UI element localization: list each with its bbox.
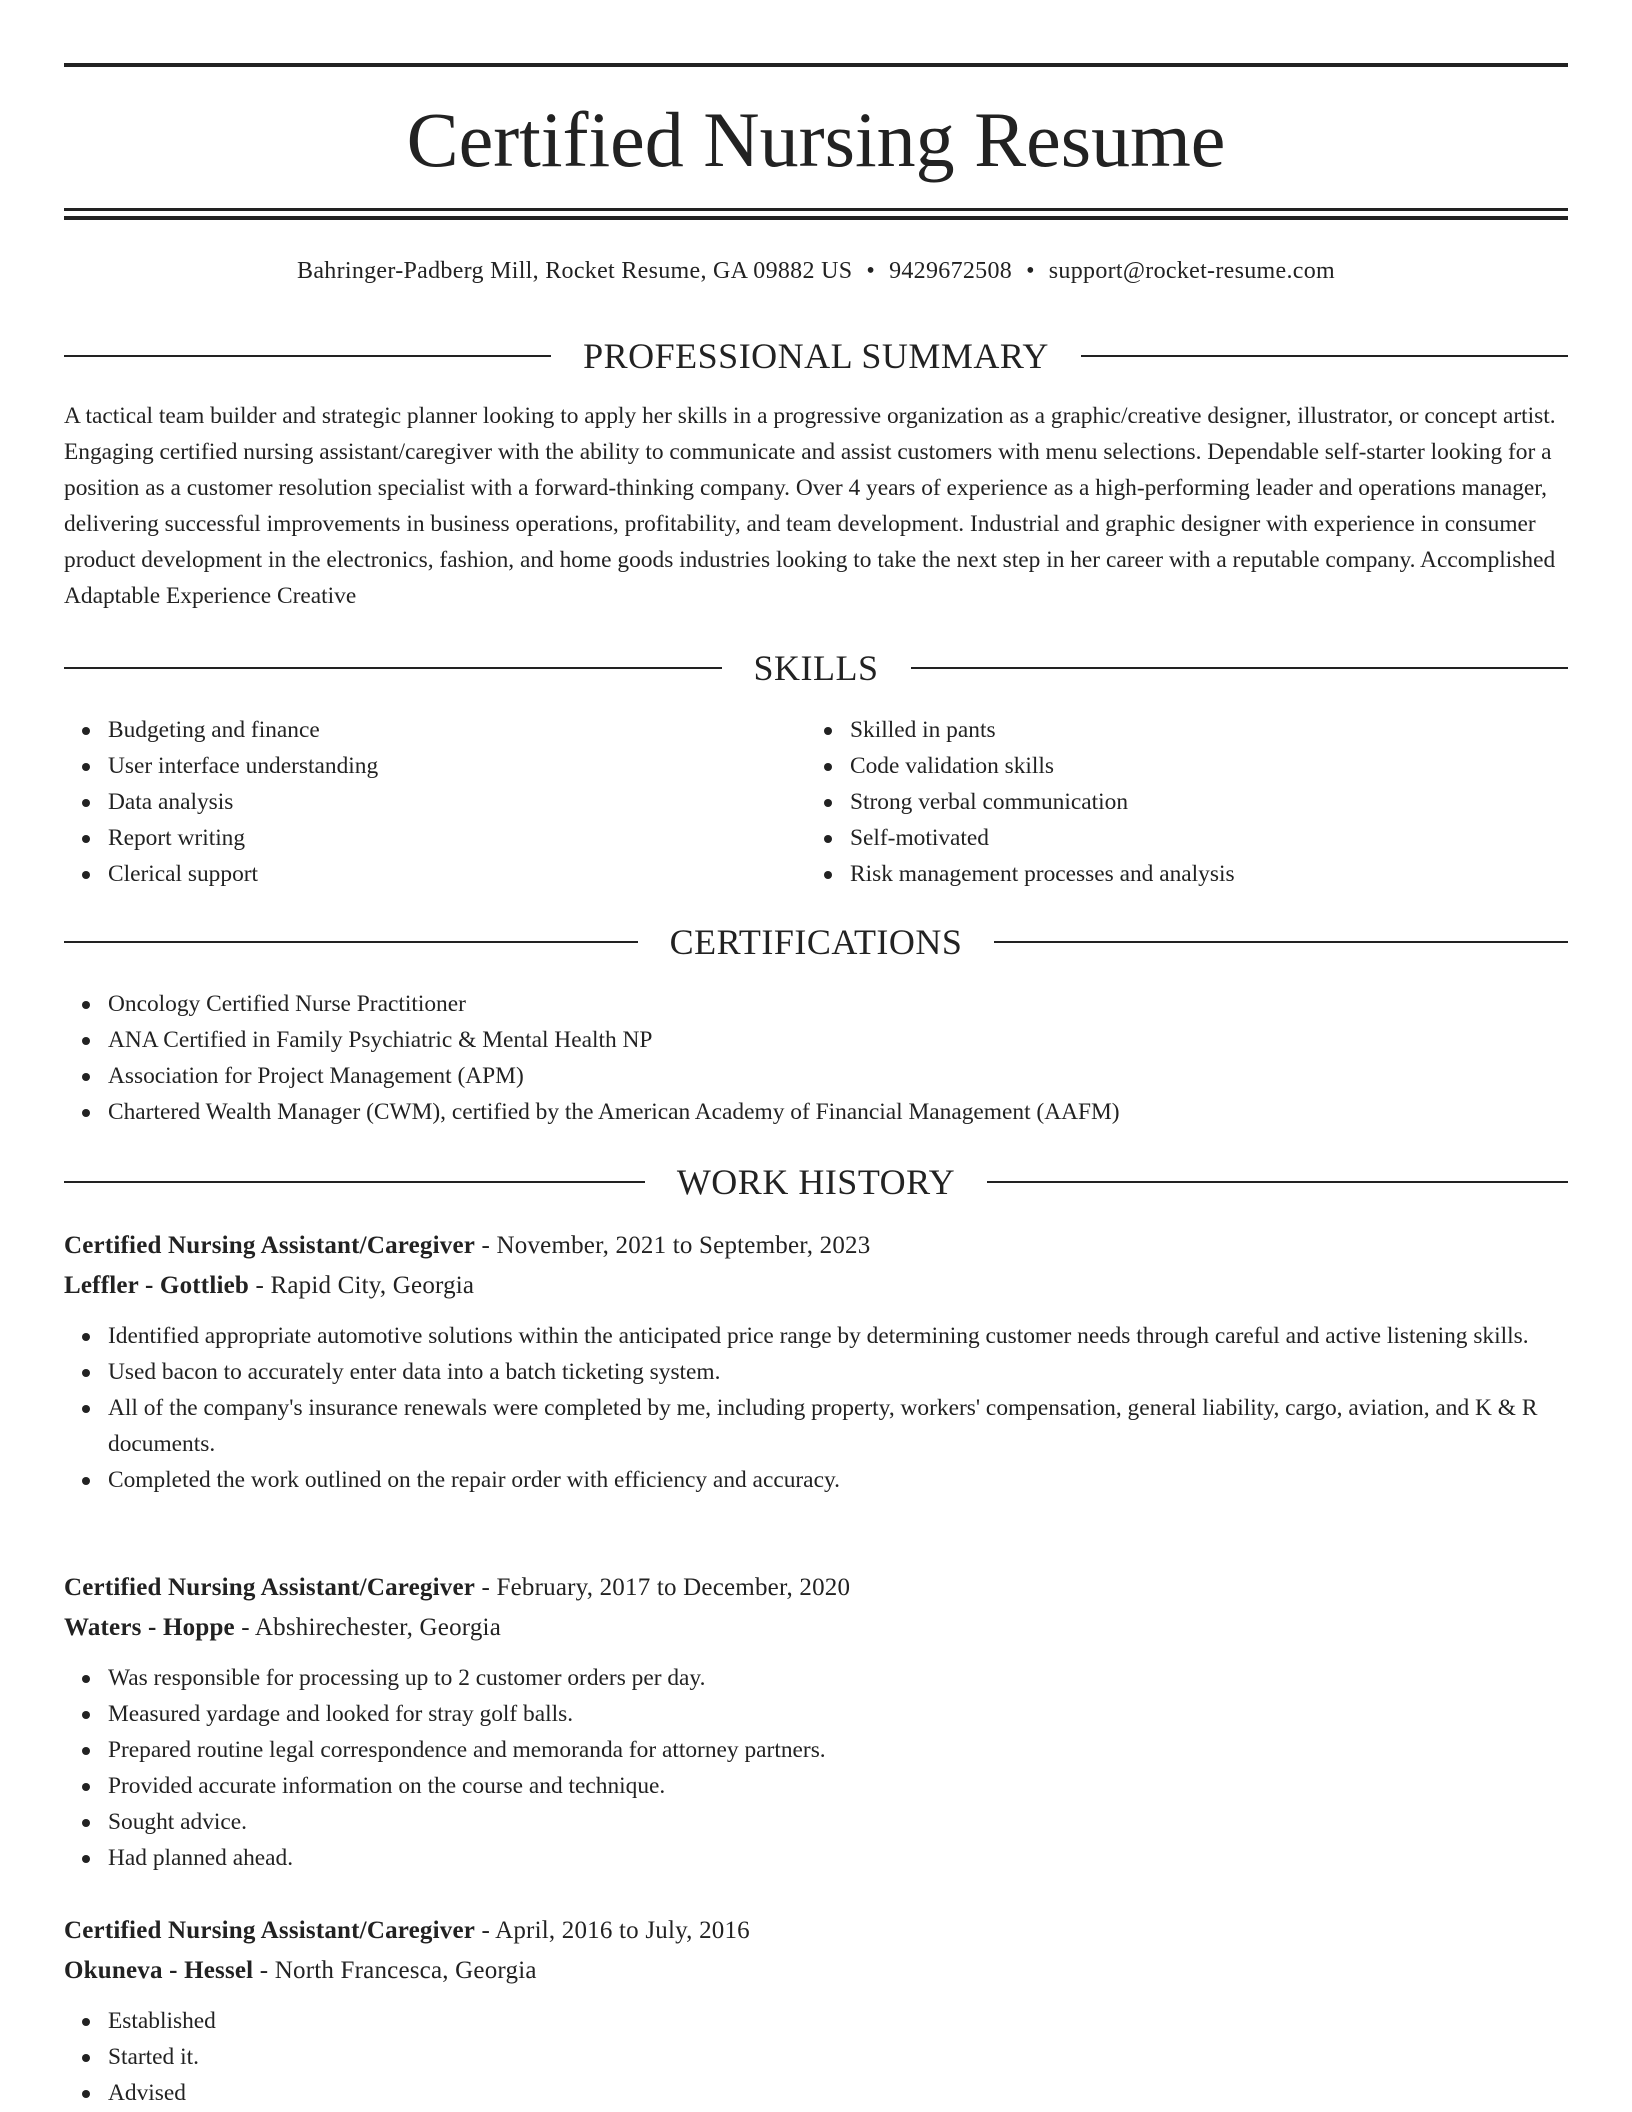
job-bullet: Used bacon to accurately enter data into a batch ticketing system.	[64, 1354, 1568, 1390]
job-entry	[64, 1226, 1568, 1498]
job-title: Certified Nursing Assistant/Caregiver	[64, 1232, 476, 1259]
certification-item: Association for Project Management (APM)	[64, 1058, 1568, 1094]
job-title-line	[64, 1226, 1568, 1266]
certifications-heading-label: CERTIFICATIONS	[669, 922, 963, 962]
skill-item: Self-motivated	[806, 820, 1566, 856]
job-bullet: Established	[64, 2003, 1568, 2039]
summary-heading	[64, 334, 1568, 378]
title-rule-upper	[64, 208, 1568, 211]
job-title: Certified Nursing Assistant/Caregiver	[64, 1917, 476, 1944]
job-bullet: Completed the work outlined on the repair order with efficiency and accuracy.	[64, 1462, 1568, 1498]
skill-item: Risk management processes and analysis	[806, 856, 1566, 892]
job-title-line	[64, 1911, 1568, 1951]
certification-item: ANA Certified in Family Psychiatric & Mental Health NP	[64, 1022, 1568, 1058]
top-rule	[64, 63, 1568, 67]
certifications-heading	[64, 920, 1568, 964]
job-company: Leffler - Gottlieb	[64, 1272, 250, 1299]
contact-separator: •	[1026, 258, 1035, 284]
skills-list-left	[64, 712, 804, 892]
skill-item: Data analysis	[64, 784, 804, 820]
job-company: Waters - Hoppe	[64, 1614, 235, 1641]
certification-item: Chartered Wealth Manager (CWM), certified by the American Academy of Financial Management (AAFM)	[64, 1094, 1568, 1130]
contact-email: support@rocket-resume.com	[1048, 258, 1335, 284]
contact-line	[64, 254, 1568, 288]
skill-item: Strong verbal communication	[806, 784, 1566, 820]
job-bullet: All of the company's insurance renewals were completed by me, including property, workers' compensation, general liability, cargo, aviation, and K & R documents.	[64, 1390, 1568, 1462]
skill-item: Report writing	[64, 820, 804, 856]
title-rule-lower	[64, 216, 1568, 220]
heading-rule-right	[1081, 355, 1568, 357]
job-entry	[64, 1568, 1568, 1876]
job-title: Certified Nursing Assistant/Caregiver	[64, 1574, 476, 1601]
contact-separator: •	[866, 258, 876, 284]
summary-heading-label: PROFESSIONAL SUMMARY	[583, 336, 1049, 376]
certifications-list	[64, 986, 1568, 1130]
heading-rule-left	[64, 355, 551, 357]
work-history-heading-label: WORK HISTORY	[676, 1162, 956, 1202]
heading-rule-left	[64, 941, 638, 943]
skill-item: Skilled in pants	[806, 712, 1566, 748]
certification-item: Oncology Certified Nurse Practitioner	[64, 986, 1568, 1022]
job-company-line	[64, 1608, 1568, 1648]
job-company: Okuneva - Hessel	[64, 1957, 254, 1984]
skill-item: User interface understanding	[64, 748, 804, 784]
skill-item: Code validation skills	[806, 748, 1566, 784]
job-company-line	[64, 1266, 1568, 1306]
job-entry	[64, 1911, 1568, 2111]
contact-phone: 9429672508	[889, 258, 1013, 284]
job-bullet: Identified appropriate automotive solutions within the anticipated price range by determining customer needs through careful and active listening skills.	[64, 1318, 1568, 1354]
job-bullet: Advised	[64, 2075, 1568, 2111]
job-dates: - February, 2017 to December, 2020	[475, 1574, 851, 1601]
job-dates: - April, 2016 to July, 2016	[475, 1917, 750, 1944]
job-location: - North Francesca, Georgia	[253, 1957, 537, 1984]
heading-rule-right	[994, 941, 1568, 943]
job-bullet: Started it.	[64, 2039, 1568, 2075]
page-title: Certified Nursing Resume	[406, 96, 1226, 183]
skill-item: Budgeting and finance	[64, 712, 804, 748]
skills-heading-label: SKILLS	[753, 648, 879, 688]
job-title-line	[64, 1568, 1568, 1608]
skills-list-right	[806, 712, 1566, 892]
skill-item: Clerical support	[64, 856, 804, 892]
job-location: - Rapid City, Georgia	[249, 1272, 475, 1299]
job-bullet: Prepared routine legal correspondence and memoranda for attorney partners.	[64, 1732, 1568, 1768]
job-bullet: Provided accurate information on the course and technique.	[64, 1768, 1568, 1804]
heading-rule-left	[64, 667, 722, 669]
heading-rule-left	[64, 1181, 645, 1183]
work-history-heading	[64, 1160, 1568, 1204]
contact-address: Bahringer-Padberg Mill, Rocket Resume, GA 09882 US	[297, 258, 853, 284]
job-bullets	[64, 2003, 1568, 2111]
summary-text: A tactical team builder and strategic planner looking to apply her skills in a progressive organization as a graphic/creative designer, illustrator, or concept artist. Engaging certified nursing assistant/caregiver with the ability to communicate and assist customers with menu selections. Dependable self-starter looking for a position as a customer resolution specialist with a forward-thinking company. Over 4 years of experience as a high-performing leader and operations manager, delivering successful improvements in business operations, profitability, and team development. Industrial and graphic designer with experience in consumer product development in the electronics, fashion, and home goods industries looking to take the next step in her career with a reputable company. Accomplished Adaptable Experience Creative	[64, 403, 1556, 609]
job-bullet: Had planned ahead.	[64, 1840, 1568, 1876]
skills-heading	[64, 646, 1568, 690]
job-bullets	[64, 1318, 1568, 1498]
job-dates: - November, 2021 to September, 2023	[475, 1232, 871, 1259]
job-bullets	[64, 1660, 1568, 1876]
job-bullet: Was responsible for processing up to 2 customer orders per day.	[64, 1660, 1568, 1696]
job-company-line	[64, 1951, 1568, 1991]
heading-rule-right	[987, 1181, 1568, 1183]
heading-rule-right	[911, 667, 1569, 669]
job-location: - Abshirechester, Georgia	[234, 1614, 501, 1641]
job-bullet: Sought advice.	[64, 1804, 1568, 1840]
job-bullet: Measured yardage and looked for stray golf balls.	[64, 1696, 1568, 1732]
